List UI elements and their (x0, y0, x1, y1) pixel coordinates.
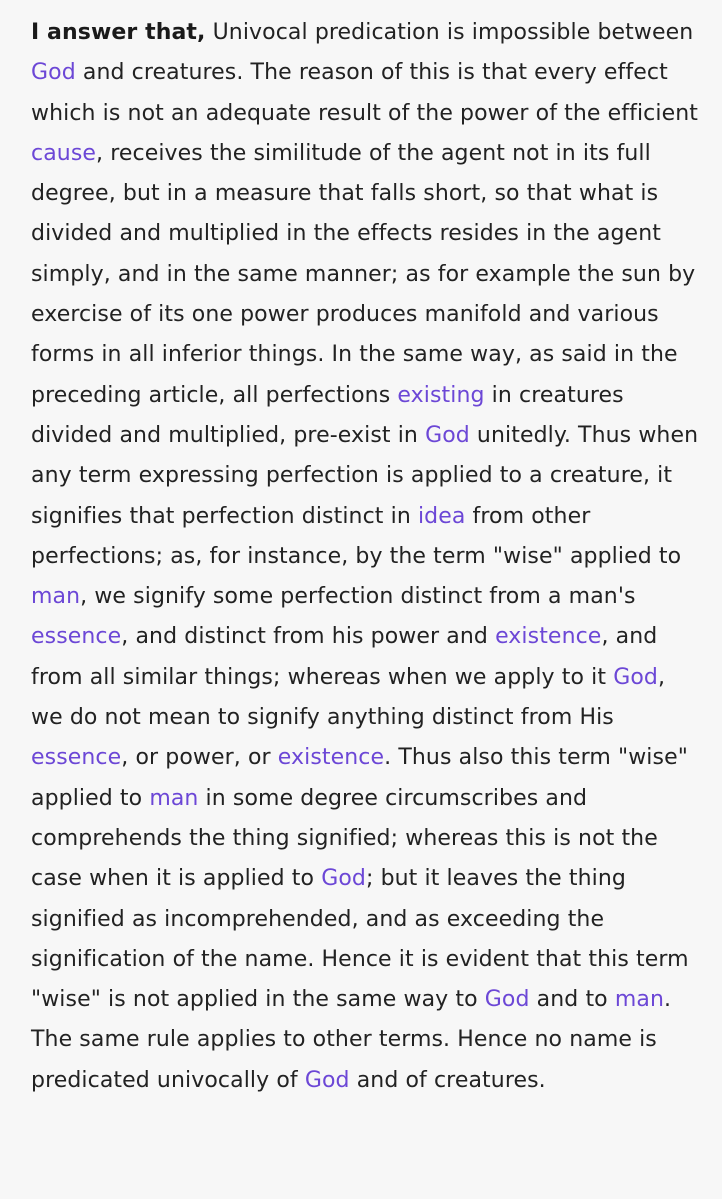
term-link-man[interactable]: man (149, 785, 199, 811)
paragraph-text: ; but it leaves the thing signified as incomprehended, and as exceeding the signification of the name. Hence it is evident that this term "wise" is not applied in the same way to (31, 866, 689, 1013)
paragraph-text: from other perfections; as, for instance, by the term "wise" applied to (31, 503, 682, 569)
paragraph-text: and to (529, 987, 615, 1013)
paragraph-text: and of creatures. (349, 1067, 546, 1093)
term-link-idea[interactable]: idea (417, 503, 466, 529)
paragraph-text: , we do not mean to signify anything distinct from His (31, 664, 666, 731)
paragraph-text: , and from all similar things; whereas when we apply to it (31, 624, 658, 690)
answer-paragraph (31, 13, 702, 1101)
paragraph-text: , receives the similitude of the agent not in its full degree, but in a measure that falls short, so that what is divided and multiplied in the effects resides in the agent simply, and in the same manner; as for example the sun by exercise of its one power produces manifold and various forms in all inferior things. In the same way, as said in the preceding article, all perfections (31, 140, 696, 408)
paragraph-text: in creatures divided and multiplied, pre-exist in (31, 382, 624, 448)
term-link-god[interactable]: God (321, 866, 366, 892)
paragraph-text: , we signify some perfection distinct from a man's (80, 584, 636, 610)
term-link-god[interactable]: God (613, 664, 658, 690)
term-link-man[interactable]: man (614, 987, 664, 1013)
term-link-cause[interactable]: cause (31, 140, 97, 166)
paragraph-text: , and distinct from his power and (121, 624, 496, 650)
paragraph-text: . The same rule applies to other terms. Hence no name is predicated univocally of (31, 987, 672, 1093)
term-link-man[interactable]: man (31, 584, 81, 610)
term-link-god[interactable]: God (304, 1067, 350, 1093)
paragraph-text: Univocal predication is impossible between (205, 20, 694, 45)
term-link-essence[interactable]: essence (31, 745, 122, 771)
paragraph-text: unitedly. Thus when any term expressing perfection is applied to a creature, it signifies that perfection distinct in (31, 422, 699, 529)
term-link-existing[interactable]: existing (397, 382, 485, 408)
paragraph-text: and creatures. The reason of this is that every effect which is not an adequate result of the power of the efficient (31, 60, 698, 126)
term-link-god[interactable]: God (425, 422, 470, 448)
term-link-existence[interactable]: existence (277, 745, 385, 771)
answer-lead: I answer that, (31, 20, 206, 45)
paragraph-text: in some degree circumscribes and comprehends the thing signified; whereas this is not the case when it is applied to (31, 785, 658, 892)
paragraph-text: , or power, or (121, 745, 278, 771)
paragraph-text: . Thus also this term "wise" applied to (31, 745, 688, 811)
term-link-existence[interactable]: existence (495, 624, 602, 650)
term-link-god[interactable]: God (484, 987, 530, 1013)
term-link-god[interactable]: God (31, 60, 76, 86)
term-link-essence[interactable]: essence (31, 624, 122, 650)
